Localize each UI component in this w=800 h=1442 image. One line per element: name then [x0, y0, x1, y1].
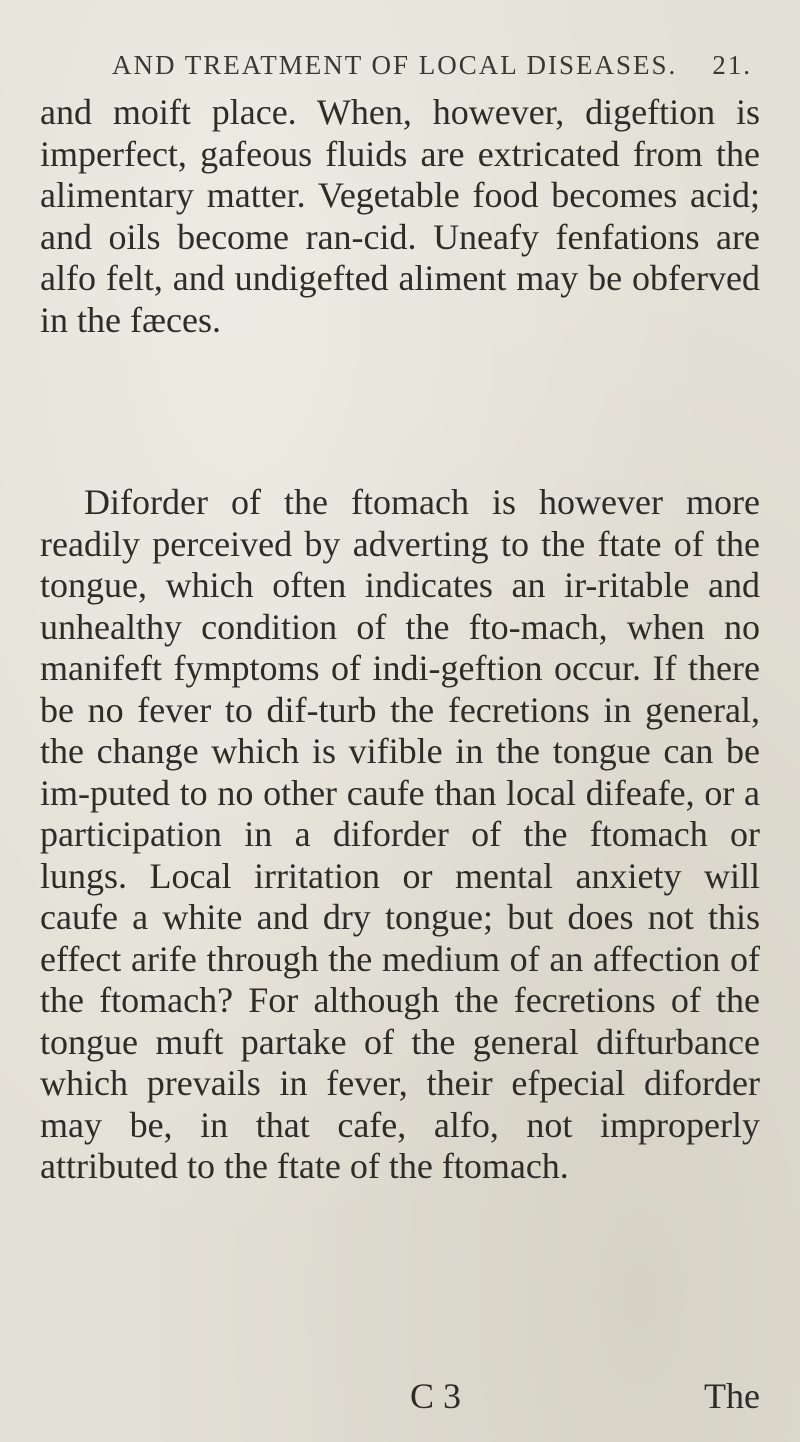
- signature-mark: C 3: [410, 1376, 462, 1416]
- running-head-title: AND TREATMENT OF LOCAL DISEASES.: [112, 50, 678, 80]
- page-footer: [0, 1375, 800, 1420]
- running-head: [112, 50, 752, 81]
- page-number: 21.: [712, 50, 752, 80]
- body-paragraph-1: and moift place. When, however, digeftion is imperfect, gafeous fluids are extricated from the alimentary matter. Vegetable food becomes acid; and oils become ran-cid. Uneafy fenfations are alfo felt, and undigefted aliment may be obferved in the fæces.: [40, 92, 760, 340]
- body-paragraph-2: Diforder of the ftomach is however more readily perceived by adverting to the ftate of the tongue, which often indicates an ir-ritable and unhealthy condition of the fto-mach, when no manifeft fymptoms of indi-geftion occur. If there be no fever to dif-turb the fecretions in general, the change which is vifible in the tongue can be im-puted to no other caufe than local difeafe, or a participation in a diforder of the ftomach or lungs. Local irritation or mental anxiety will caufe a white and dry tongue; but does not this effect arife through the medium of an affection of the ftomach? For although the fecretions of the tongue muft partake of the general difturbance which prevails in fever, their efpecial diforder may be, in that cafe, alfo, not improperly attributed to the ftate of the ftomach.: [40, 482, 760, 1186]
- catchword: The: [704, 1376, 760, 1416]
